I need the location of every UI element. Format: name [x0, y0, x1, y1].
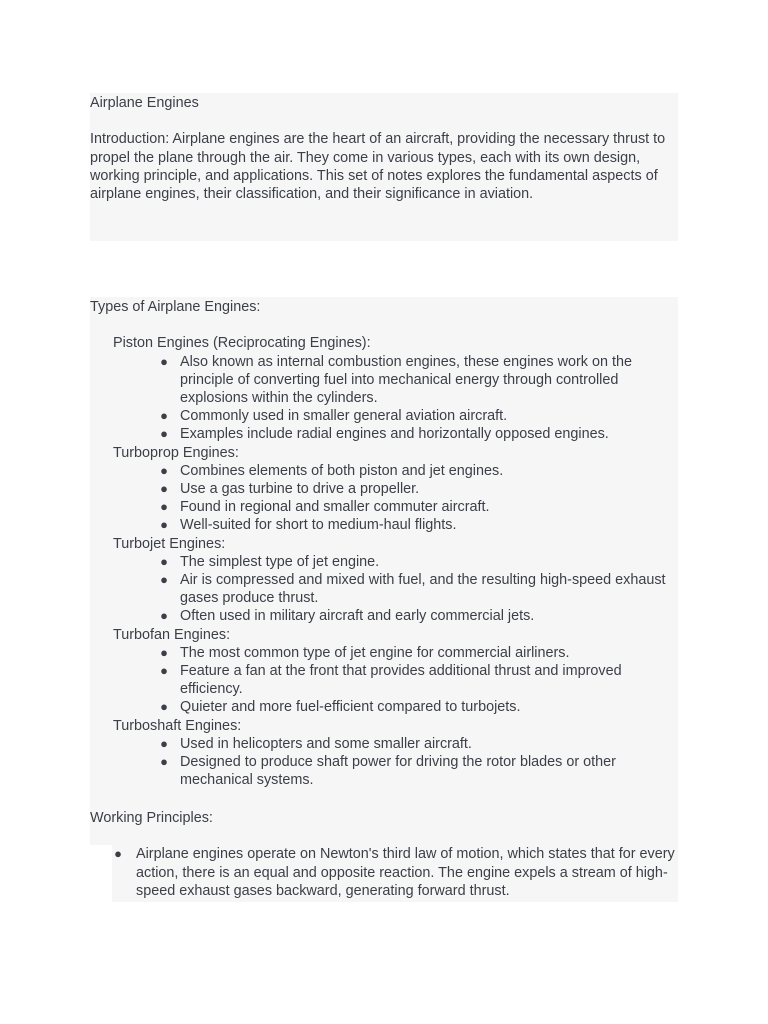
- engine-type-name: Piston Engines (Reciprocating Engines):: [113, 335, 371, 352]
- list-item-text: Air is compressed and mixed with fuel, and the resulting high-speed exhaust gases produce thrust.: [180, 572, 666, 607]
- bullet-icon: ●: [160, 353, 168, 369]
- list-item-text: Quieter and more fuel-efficient compared to turbojets.: [180, 699, 521, 716]
- list-item: [160, 553, 678, 571]
- list-item: [160, 516, 678, 534]
- working-principles-heading: Working Principles:: [90, 810, 213, 826]
- types-heading: Types of Airplane Engines:: [90, 299, 261, 315]
- document-title: Airplane Engines: [90, 95, 199, 111]
- bullet-icon: ●: [160, 735, 168, 751]
- engine-type-name: Turboprop Engines:: [113, 444, 239, 461]
- types-block: [90, 297, 678, 791]
- list-item-text: Examples include radial engines and horizontally opposed engines.: [180, 426, 609, 443]
- bullet-icon: ●: [160, 408, 168, 424]
- list-item-text: Use a gas turbine to drive a propeller.: [180, 481, 420, 498]
- bullet-icon: ●: [160, 608, 168, 624]
- list-item: [160, 353, 678, 408]
- list-item: [160, 425, 678, 443]
- list-item-text: Used in helicopters and some smaller aircraft.: [180, 735, 472, 752]
- engine-type-points: [90, 353, 678, 444]
- engine-type-name: Turbofan Engines:: [113, 626, 231, 643]
- engine-type-item: [90, 334, 678, 443]
- list-item: [160, 571, 678, 607]
- list-item-text: Well-suited for short to medium-haul flights.: [180, 517, 457, 534]
- list-item-text: The simplest type of jet engine.: [180, 553, 380, 570]
- engine-type-points: [90, 462, 678, 535]
- introduction-paragraph: Introduction: Airplane engines are the heart of an aircraft, providing the necessary thrust to propel the plane through the air. They come in various types, each with its own design, working principle, and applications. This set of notes explores the fundamental aspects of airplane engines, their classification, and their significance in aviation.: [90, 131, 666, 202]
- list-item-text: Often used in military aircraft and early commercial jets.: [180, 608, 535, 625]
- engine-type-points: [90, 553, 678, 626]
- list-item-text: Also known as internal combustion engines, these engines work on the principle of converting fuel into mechanical energy through controlled explosions within the cylinders.: [180, 353, 632, 406]
- intro-block: [90, 93, 678, 241]
- list-item: [160, 735, 678, 753]
- engine-type-item: [90, 626, 678, 717]
- list-item: [160, 662, 678, 698]
- bullet-icon: ●: [160, 553, 168, 569]
- list-item: [160, 462, 678, 480]
- list-item-text: Airplane engines operate on Newton's third law of motion, which states that for every action, there is an equal and opposite reaction. The engine expels a stream of high-speed exhaust gases backward, generating forward thrust.: [136, 846, 675, 899]
- bullet-icon: ●: [114, 846, 122, 862]
- bullet-icon: ●: [160, 754, 168, 770]
- engine-type-item: [90, 717, 678, 790]
- bullet-icon: ●: [160, 644, 168, 660]
- list-item: [160, 480, 678, 498]
- list-item: [160, 407, 678, 425]
- bullet-icon: ●: [160, 699, 168, 715]
- list-item: [160, 607, 678, 625]
- engine-type-item: [90, 535, 678, 626]
- bullet-icon: ●: [160, 426, 168, 442]
- list-item: [160, 698, 678, 716]
- engine-types-list: [90, 334, 678, 789]
- engine-type-item: [90, 444, 678, 535]
- bullet-icon: ●: [160, 517, 168, 533]
- bullet-icon: ●: [160, 663, 168, 679]
- engine-type-points: [90, 644, 678, 717]
- working-principles-list: [90, 845, 678, 900]
- list-item-text: Designed to produce shaft power for driving the rotor blades or other mechanical systems.: [180, 754, 616, 789]
- list-item-text: Feature a fan at the front that provides additional thrust and improved efficiency.: [180, 663, 622, 698]
- bullet-icon: ●: [160, 499, 168, 515]
- engine-type-name: Turboshaft Engines:: [113, 717, 242, 734]
- list-item-text: Found in regional and smaller commuter aircraft.: [180, 499, 490, 516]
- working-principles-block: [90, 791, 678, 902]
- list-item-text: The most common type of jet engine for commercial airliners.: [180, 644, 570, 661]
- list-item: [160, 498, 678, 516]
- bullet-icon: ●: [160, 481, 168, 497]
- bullet-icon: ●: [160, 462, 168, 478]
- list-item-text: Combines elements of both piston and jet engines.: [180, 462, 504, 479]
- list-item-text: Commonly used in smaller general aviation aircraft.: [180, 408, 508, 425]
- bullet-icon: ●: [160, 572, 168, 588]
- engine-type-points: [90, 735, 678, 790]
- list-item: [114, 845, 678, 900]
- engine-type-name: Turbojet Engines:: [113, 535, 226, 552]
- list-item: [160, 644, 678, 662]
- list-item: [160, 753, 678, 789]
